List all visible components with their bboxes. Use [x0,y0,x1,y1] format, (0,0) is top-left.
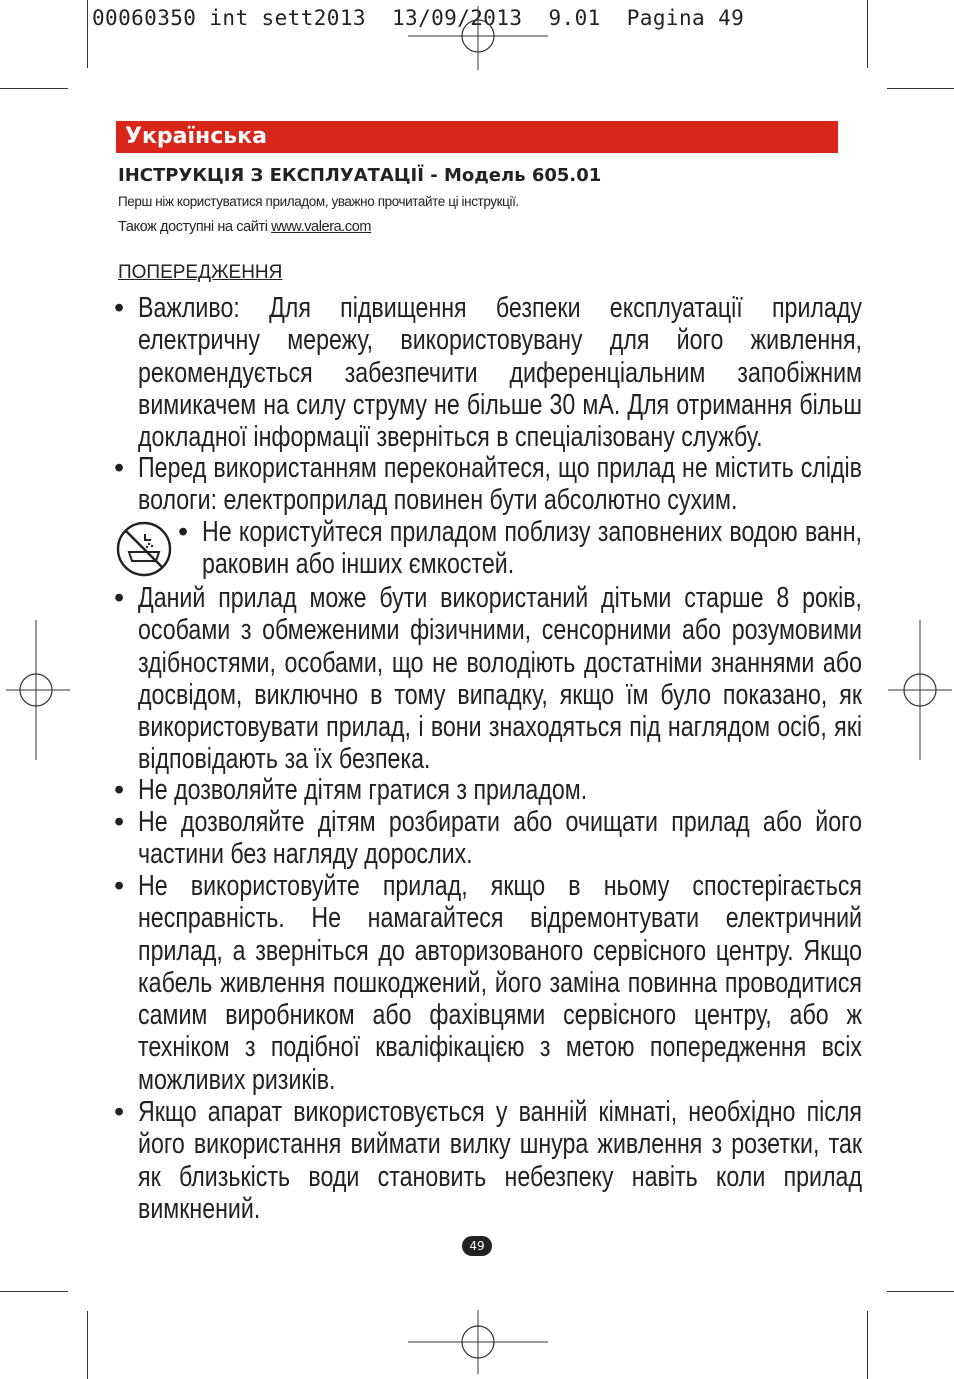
title-main: ІНСТРУКЦІЯ З ЕКСПЛУАТАЦІЇ [118,165,424,186]
crop-mark [887,88,954,89]
crop-mark [887,1291,954,1292]
warning-text: Даний прилад може бути використаний дітьми старше 8 років, особами з обмеженими фізичними, сенсорними або розумовими здібностями, особами, що не володіють достатніми знаннями або досвідом, виключно в тому випадку, якщо їм було показано, як використовувати прилад, і вони знаходяться під наглядом осіб, які відповідають за їх безпека. [138,582,862,776]
bullet: • [114,292,125,324]
list-item [114,1096,862,1225]
warning-text: Не користуйтеся приладом поблизу заповнених водою ванн, раковин або інших ємкостей. [202,516,862,581]
warning-text: Не дозволяйте дітям розбирати або очищати прилад або його частини без нагляду дорослих. [138,806,862,871]
registration-mark-icon [408,6,548,70]
warning-text: Важливо: Для підвищення безпеки експлуатації приладу електричну мережу, використовувану для його живлення, рекомендується забезпечити диференціальним запобіжним вимикачем на силу струму не більше 30 мА. Для отримання більш докладної інформації зверніться в спеціалізовану службу. [138,292,862,454]
registration-mark-icon [408,1310,548,1374]
registration-mark-icon [6,620,70,760]
website-link[interactable]: www.valera.com [271,219,372,235]
crop-mark [867,0,868,68]
list-item [114,774,838,806]
bullet: • [114,870,125,902]
list-item [114,806,862,871]
website-note-label: Також доступні на сайті [118,219,272,235]
website-note [118,219,371,235]
warning-text: Не використовуйте прилад, якщо в ньому спостерігається несправність. Не намагайтеся відремонтувати електричний прилад, а зверніться до авторизованого сервісного центру. Якщо кабель живлення пошкоджений, його заміна повинна проводитися самим виробником або фахівцями сервісного центру, або ж техніком з подібної кваліфікацією з метою попередження всіх можливих ризиків. [138,870,862,1096]
warning-text: Не дозволяйте дітям гратися з приладом. [138,774,588,806]
no-water-bath-icon [115,520,173,578]
registration-mark-icon [888,620,952,760]
print-header: 00060350 int sett2013 13/09/2013 9.01 Pagina 49 [92,6,745,30]
section-heading-warnings: ПОПЕРЕДЖЕННЯ [118,262,283,283]
read-instructions-note: Перш ніж користуватися приладом, уважно прочитайте ці інструкції. [118,194,519,209]
list-item [114,452,862,517]
bullet: • [114,774,125,806]
model-number: Модель 605.01 [443,165,602,186]
bullet: • [178,516,189,548]
list-item [178,516,862,581]
bullet: • [114,452,125,484]
crop-mark [87,0,88,68]
document-title [118,165,601,186]
list-item [114,582,862,776]
crop-mark [87,1311,88,1379]
warning-text: Якщо апарат використовується у ванній кімнаті, необхідно після його використання виймати вилку шнура живлення з розетки, так як близькість води становить небезпеку навіть коли прилад вимкнений. [138,1096,862,1225]
crop-mark [867,1311,868,1379]
list-item [114,870,862,1096]
language-bar: Українська [116,121,838,153]
crop-mark [0,1291,68,1292]
bullet: • [114,582,125,614]
page-number: 49 [462,1236,492,1256]
crop-mark [0,88,68,89]
bullet: • [114,806,125,838]
title-separator: - [423,165,444,186]
bullet: • [114,1096,125,1128]
warning-text: Перед використанням переконайтеся, що прилад не містить слідів вологи: електроприлад повинен бути абсолютно сухим. [138,452,862,517]
list-item [114,292,862,454]
